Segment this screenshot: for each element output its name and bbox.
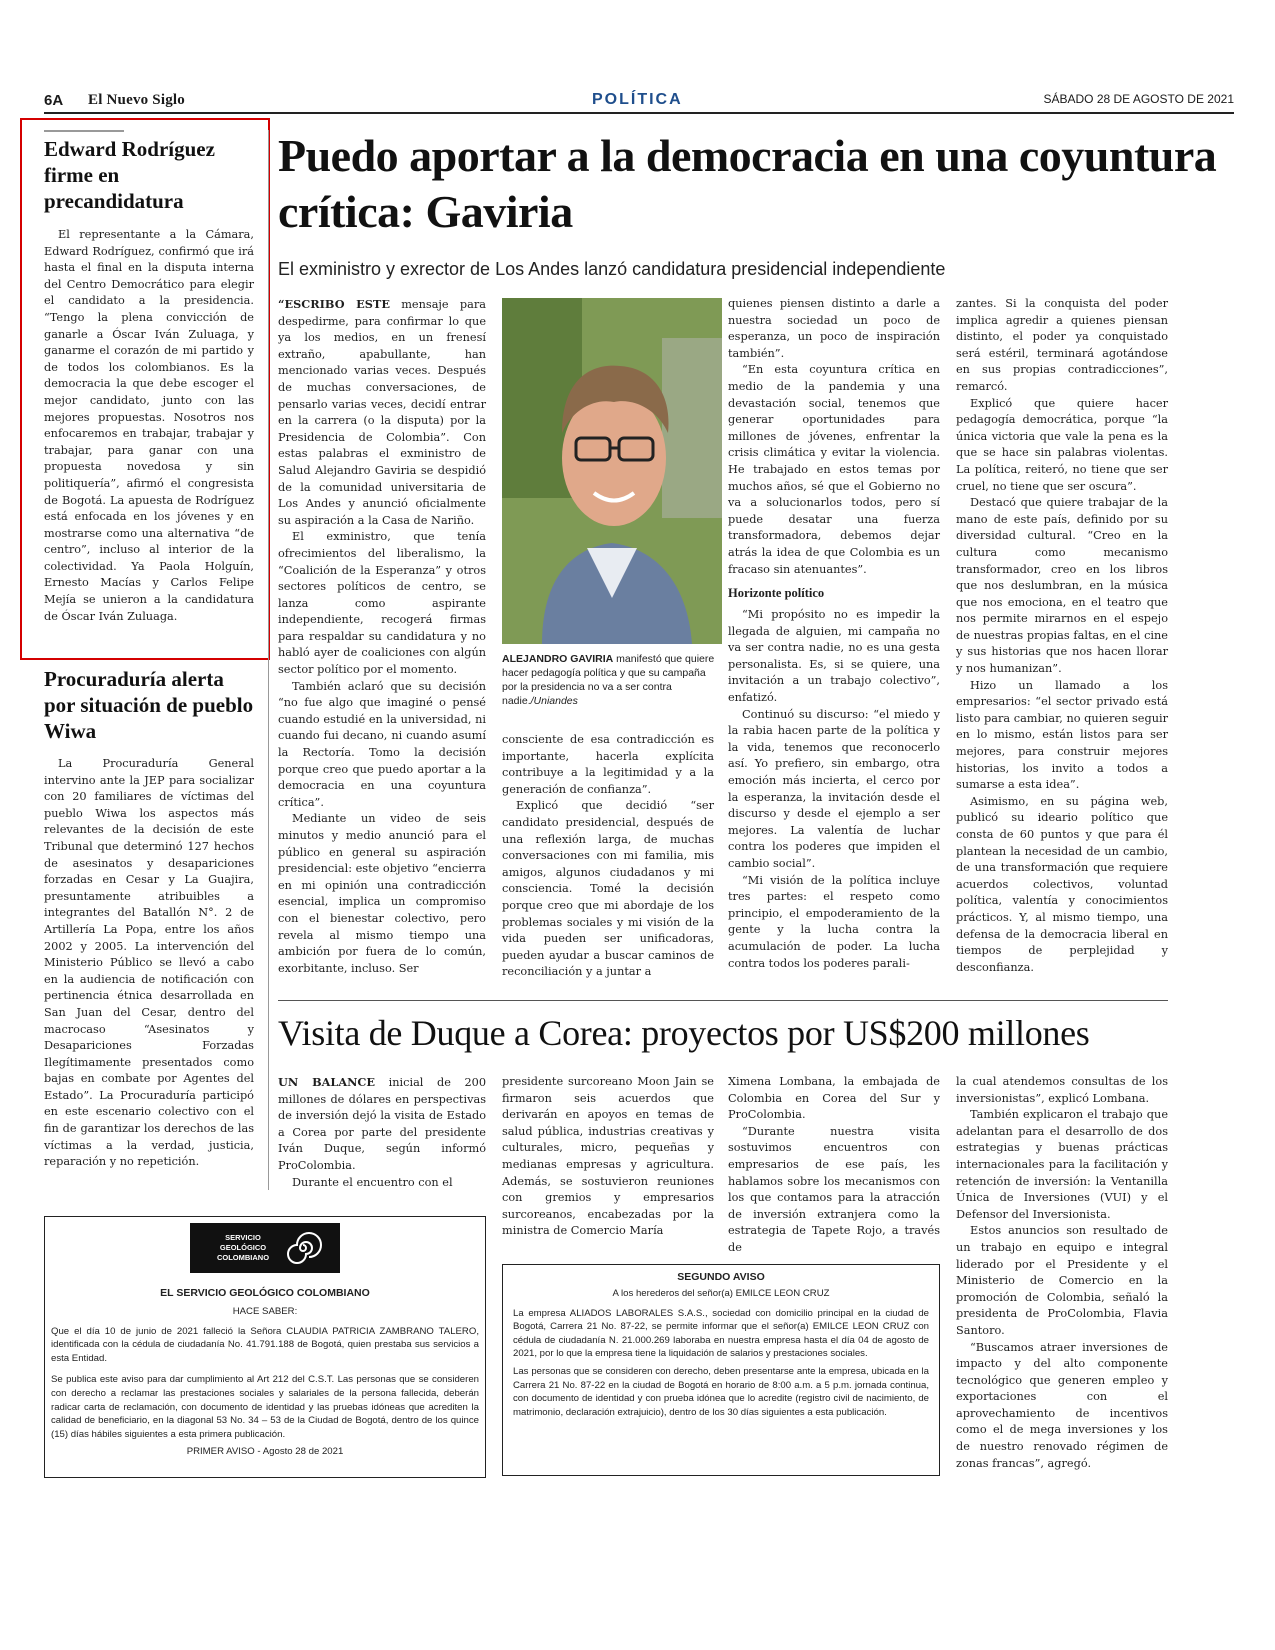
paragraph: También aclaró que su decisión “no fue algo que imaginé o pensé cuando estudié en la universidad, ni cuando fui decano, ni cuando asumí la Rectoría. Tomo la decisión porque creo que puedo aportar a la democracia en una coyuntura crítica”.: [278, 679, 486, 809]
paragraph: También explicaron el trabajo que adelantan para el desarrollo de dos estrategias y buenas prácticas internacionales para la facilitación y retención de inversión: la Ventanilla Única de Inversiones (VUI) y el Defensor del Inversionista.: [956, 1108, 1168, 1221]
paragraph: Hizo un llamado a los empresarios: “el sector privado está listo para cambiar, no quieren seguir en lo mismo, están listos para ser mejores, para construir mejores historias, los invito a todos a sumarse a esta idea”.: [956, 678, 1168, 792]
paragraph: “Mi visión de la política incluye tres partes: el respeto como principio, el empoderamiento de la gente y la lucha contra la acumulación de poder. La lucha contra todos los poderes parali-: [728, 873, 940, 970]
lead-in: “ESCRIBO ESTE: [278, 297, 390, 311]
photo-caption: [502, 652, 722, 708]
paragraph: Asimismo, en su página web, publicó su ideario político que consta de 60 puntos y que para él plantean la necesidad de un cambio, de una transformación que requiere acuerdos colectivos, voluntad política, valentía y conocimientos prácticos. Y, al mismo tiempo, una defensa de la democracia liberal en tiempos de perplejidad y desconfianza.: [956, 794, 1168, 974]
main-column-3: [728, 296, 940, 972]
paragraph: mensaje para despedirme, para confirmar lo que ya los medios, en un frenesí extraño, apabullante, han mencionado varias veces. Después de muchas conversaciones, de pensarlo varias veces, decidí entrar en la carrera (o la disputa) por la Presidencia de Colombia”. Con estas palabras el exministro de Salud Alejandro Gaviria se despidió de la comunidad universitaria de Los Andes y anunció oficialmente su aspiración a la Casa de Nariño.: [278, 298, 486, 527]
paragraph: zantes. Si la conquista del poder implica agredir a quienes piensan distinto, el poder ya conquistado será estéril, terminará agotándose en sus propias contradicciones”, remarcó.: [956, 297, 1168, 393]
paragraph: Mediante un video de seis minutos y medio anunció para el público en general su aspiración presidencial: este objetivo “encierra en mi opinión una contradicción esencial, implica un compromiso con el bienestar colectivo, pero revela al mismo tiempo una ambición por fuera de lo común, exorbitante, incluso. Ser: [278, 812, 486, 975]
paragraph: Ximena Lombana, la embajada de Colombia en Corea del Sur y ProColombia.: [728, 1075, 940, 1122]
issue-date: SÁBADO 28 DE AGOSTO DE 2021: [1043, 92, 1234, 106]
main-column-4: [956, 296, 1168, 976]
korea-headline: Visita de Duque a Corea: proyectos por US$200 millones: [278, 1013, 1090, 1053]
legal-notice-sgc: [44, 1216, 486, 1478]
page-header: [44, 92, 1234, 114]
spiral-icon: [284, 1229, 322, 1267]
notice-subtitle: HACE SABER:: [232, 1306, 298, 1317]
rule: [44, 130, 124, 132]
paragraph: consciente de esa contradicción es importante, hacerla explícita contribuye a la legitimidad y a la generación de confianza”.: [502, 733, 714, 796]
sgc-logo: [190, 1223, 340, 1273]
notice-paragraph: Que el día 10 de junio de 2021 falleció la Señora CLAUDIA PATRICIA ZAMBRANO TALERO, identificada con la cédula de ciudadanía No. 41.791.188 de Bogotá, quien prestaba sus servicios a esta Entidad.: [51, 1325, 479, 1364]
korea-column-3: [728, 1074, 940, 1257]
notice-title: SEGUNDO AVISO: [677, 1271, 765, 1283]
side-story-1-body: El representante a la Cámara, Edward Rodríguez, confirmó que irá hasta el final en la disputa interna del Centro Democrático para elegir el candidato a la presidencia. “Tengo la plena convicción de ganarle a Óscar Iván Zuluaga, y ganarme el corazón de mi partido y de todos los colombianos. Es la democracia la que debe escoger el mejor candidato, junto con las mejores propuestas. Nosotros nos enfocaremos en trabajar, trabajar y trabajar, para ganar con una propuesta novedosa y sin politiquería”, afirmó el congresista de Bogotá. La apuesta de Rodríguez está enfocada en los jóvenes y en mostrarse como una alternativa “de centro”, incluso al interior de la colectividad. Ya Paola Holguín, Ernesto Macías y Carlos Felipe Mejía se unieron a la candidatura de Óscar Iván Zuluaga.: [44, 228, 254, 623]
paragraph: “En esta coyuntura crítica en medio de la pandemia y una devastación social, tenemos que generar oportunidades para millones de jóvenes, enfrentar la crisis climática y evitar la violencia. He trabajado en estos temas por muchos años, sé que el Gobierno no va a solucionarlos todos, pero sí puede desatar una fuerza transformadora, debemos dejar atrás la idea de que Colombia es un fracaso sin atenuantes”.: [728, 363, 940, 576]
lead-in: UN BALANCE: [278, 1075, 376, 1089]
paragraph: “Mi propósito no es impedir la llegada de alguien, mi campaña no va ser contra nadie, no es una gesta personalista. Es, si se quiere, una invitación a un trabajo colectivo”, enfatizó.: [728, 608, 940, 705]
logo-text: SERVICIO GEOLÓGICO COLOMBIANO: [216, 1233, 270, 1262]
main-subtitle: El exministro y exrector de Los Andes lanzó candidatura presidencial independiente: [278, 259, 946, 279]
paragraph: Explicó que decidió “ser candidato presidencial, después de una reflexión larga, de muchas conversaciones con mi familia, mis amigos, algunos ciudadanos y mi consciencia. Tomé la decisión porque creo que mi abordaje de los problemas sociales y mi visión de la vida pueden ser unificadoras, pueden ayudar a buscar caminos de reconciliación y a juntar a: [502, 799, 714, 979]
paragraph: “Buscamos atraer inversiones de impacto y del alto componente tecnológico que generen empleo y exportaciones con el aprovechamiento de incentivos como el de mega inversiones y los de nuestro renovado régimen de zonas francas”, agregó.: [956, 1340, 1168, 1470]
section-title: POLÍTICA: [592, 91, 683, 108]
main-column-1: [278, 296, 486, 977]
notice-footer: PRIMER AVISO - Agosto 28 de 2021: [186, 1446, 344, 1458]
paragraph: quienes piensen distinto a darle a nuestra sociedad un poco de esperanza, un poco de inspiración también”.: [728, 297, 940, 360]
side-story-1-title: Edward Rodríguez firme en precandidatura: [44, 137, 215, 213]
photo-credit: /Uniandes: [530, 695, 578, 707]
paragraph: Estos anuncios son resultado de un trabajo en equipo e integral liderado por el Presidente y el Ministerio de Comercio en la promoción de Colombia, señaló la presidenta de ProColombia, Flavia Santoro.: [956, 1224, 1168, 1337]
paragraph: “Durante nuestra visita sostuvimos encuentros con empresarios de ese país, les hablamos sobre los mecanismos con los que contamos para la atracción de inversión extranjera como la estrategia de Tapete Rojo, a través de: [728, 1124, 940, 1254]
korea-column-1: [278, 1074, 486, 1191]
notice-paragraph: Las personas que se consideren con derecho, deben presentarse ante la empresa, ubicada en la Carrera 21 No. 87-22 en la ciudad de Bogotá en horario de 8:00 a.m. a 5 p.m. jornada continua, con documento de identidad y con prueba idónea que lo acredite (registro civil de nacimiento, de matrimonio, declaración extrajuicio), dentro de los 30 días siguientes a esta publicación.: [513, 1365, 929, 1418]
paragraph: la cual atendemos consultas de los inversionistas”, explicó Lombana.: [956, 1075, 1168, 1105]
side-story-2-body: La Procuraduría General intervino ante la JEP para socializar con 20 familiares de víctimas del pueblo Wiwa los aspectos más relevantes de la decisión de este Tribunal que determinó 127 hechos de asesinatos y desapariciones forzadas en Cesar y La Guajira, presuntamente atribuibles a integrantes del Batallón N°. 2 de Artillería La Popa, entre los años 2002 y 2005. La intervención del Ministerio Público se llevó a cabo en la audiencia de notificación con pertinencia étnica desarrollada en San Juan del Cesar, dentro del macrocaso “Asesinatos y Desapariciones Forzadas Ilegítimamente presentados como bajas en combate por Agentes del Estado”. La Procuraduría participó en este escenario colectivo con el fin de garantizar los derechos de las víctimas a la verdad, justicia, reparación y no repetición.: [44, 757, 254, 1169]
legal-notice-aliados: [502, 1264, 940, 1476]
paragraph: Destacó que quiere trabajar de la mano de este país, definido por su diversidad cultural. “Creo en la cultura como mecanismo transformador, creo en los libros que nos deslumbran, en la música que nos emociona, en el teatro que nos permite mirarnos en el espejo de nuestras propias faltas, en el cine y sus historias que nos hacen llorar y nos humanizan”.: [956, 496, 1168, 676]
paragraph: Continuó su discurso: “el miedo y la rabia hacen parte de la política y la vida, tenemos que reconocerlo así. Yo prefiero, sin embargo, otra emoción más incierta, el cerco por la esperanza, la invitación desde el discurso y desde el ejemplo a ser mejores. La valentía de luchar contra los poderes que impiden el cambio social”.: [728, 707, 940, 870]
page-number: 6A: [44, 92, 64, 109]
paragraph: Durante el encuentro con el: [292, 1175, 453, 1189]
caption-text: manifestó que quiere hacer pedagogía política y que su campaña por la presidencia no va a ser contra nadie.: [502, 653, 715, 707]
column-divider: [268, 130, 269, 1190]
main-column-2: [502, 732, 714, 981]
paragraph: El exministro, que tenía ofrecimientos del liberalismo, la “Coalición de la Esperanza” y otros sectores políticos de centro, se lanza como aspirante independiente, recogerá firmas para respaldar su candidatura y no habló ayer de coaliciones con algún sector político por el momento.: [278, 530, 486, 677]
notice-paragraph: La empresa ALIADOS LABORALES S.A.S., sociedad con domicilio principal en la ciudad de Bogotá, Carrera 21 No. 87-22, se permite informar que el señor(a) EMILCE LEON CRUZ con cédula de ciudadanía N. 21.000.269 laboraba en nuestra empresa hasta el día 04 de agosto de 2021, por lo que la empresa tiene la liquidación de salarios y prestaciones sociales.: [513, 1307, 929, 1360]
caption-name: ALEJANDRO GAVIRIA: [502, 653, 614, 665]
newspaper-name: El Nuevo Siglo: [88, 92, 185, 108]
subheading: Horizonte político: [728, 586, 825, 601]
korea-column-4: [956, 1074, 1168, 1472]
main-headline: Puedo aportar a la democracia en una coyuntura crítica: Gaviria: [278, 130, 1217, 237]
paragraph: inicial de 200 millones de dólares en perspectivas de inversión dejó la visita de Estado a Corea por parte del presidente Iván Duque, según informó ProColombia.: [278, 1076, 487, 1172]
paragraph: Explicó que quiere hacer pedagogía democrática, porque “la única victoria que vale la pena es la que se hace sin palabras violentas. La política, reiteró, no tiene que ser cruel, no tiene que ser oscura”.: [956, 396, 1168, 493]
side-story-2-title: Procuraduría alerta por situación de pueblo Wiwa: [44, 667, 254, 743]
candidate-photo: [502, 298, 722, 644]
korea-column-2: presidente surcoreano Moon Jain se firmaron seis acuerdos que derivarán en apoyos en temas de salud pública, industrias creativas y culturales, micro, pequeñas y medianas empresas y agricultura. Además, se sostuvieron reuniones con gremios y empresarios surcoreanos, encabezadas por la ministra de Comercio María: [502, 1075, 714, 1238]
section-rule: [278, 1000, 1168, 1001]
portrait-illustration: [502, 298, 722, 644]
notice-title: EL SERVICIO GEOLÓGICO COLOMBIANO: [160, 1287, 370, 1299]
notice-addressee: A los herederos del señor(a) EMILCE LEON CRUZ: [612, 1288, 830, 1299]
notice-paragraph: Se publica este aviso para dar cumplimiento al Art 212 del C.S.T. Las personas que se consideren con derecho a reclamar las prestaciones sociales y salariales de la persona fallecida, deberán radicar carta de reclamación, con documento de identidad y las pruebas idóneas que acrediten la calidad de beneficiario, en la diagonal 53 No. 34 – 53 de la Ciudad de Bogotá, dentro de los quince (15) días hábiles siguientes a esta primera publicación.: [51, 1374, 479, 1440]
